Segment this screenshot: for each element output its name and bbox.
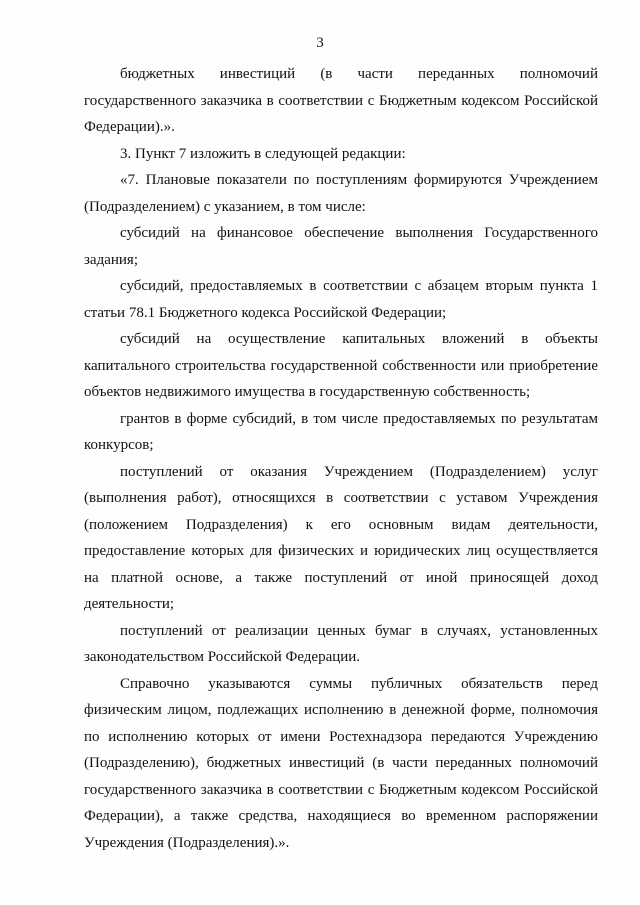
paragraph-subsidies-state-task: субсидий на финансовое обеспечение выполнения Государственного задания; (84, 225, 598, 268)
paragraph-subsidies-capital-investments: субсидий на осуществление капитальных вложений в объекты капитального строительства государственной собственности или приобретение объектов недвижимого имущества в государственную собственность; (84, 331, 598, 400)
document-body (84, 61, 598, 856)
paragraph-budget-investments: бюджетных инвестиций (в части переданных полномочий государственного заказчика в соответствии с Бюджетным кодексом Российской Федерации).». (84, 66, 598, 135)
paragraph-reference-amounts: Справочно указываются суммы публичных обязательств перед физическим лицом, подлежащих исполнению в денежной форме, полномочия по исполнению которых от имени Ростехнадзора передаются Учреждению (Подразделению), бюджетных инвестиций (в части переданных полномочий государственного заказчика в соответствии с Бюджетным кодексом Российской Федерации), а также средства, находящиеся во временном распоряжении Учреждения (Подразделения).». (84, 675, 598, 851)
paragraph-item-7: «7. Плановые показатели по поступлениям формируются Учреждением (Подразделением) с указанием, в том числе: (84, 172, 598, 215)
paragraph-item-3: 3. Пункт 7 изложить в следующей редакции: (120, 145, 406, 162)
paragraph-grants: грантов в форме субсидий, в том числе предоставляемых по результатам конкурсов; (84, 410, 598, 453)
paragraph-revenue-services: поступлений от оказания Учреждением (Подразделением) услуг (выполнения работ), относящихся в соответствии с уставом Учреждения (положением Подразделения) к его основным видам деятельности, предоставление которых для физических и юридических лиц осуществляется на платной основе, а также поступлений от иной приносящей доход деятельности; (84, 463, 598, 612)
page-number: 3 (316, 35, 324, 51)
paragraph-subsidies-article-78-1: субсидий, предоставляемых в соответствии с абзацем вторым пункта 1 статьи 78.1 Бюджетного кодекса Российской Федерации; (84, 278, 598, 321)
paragraph-securities: поступлений от реализации ценных бумаг в случаях, установленных законодательством Российской Федерации. (84, 622, 598, 665)
